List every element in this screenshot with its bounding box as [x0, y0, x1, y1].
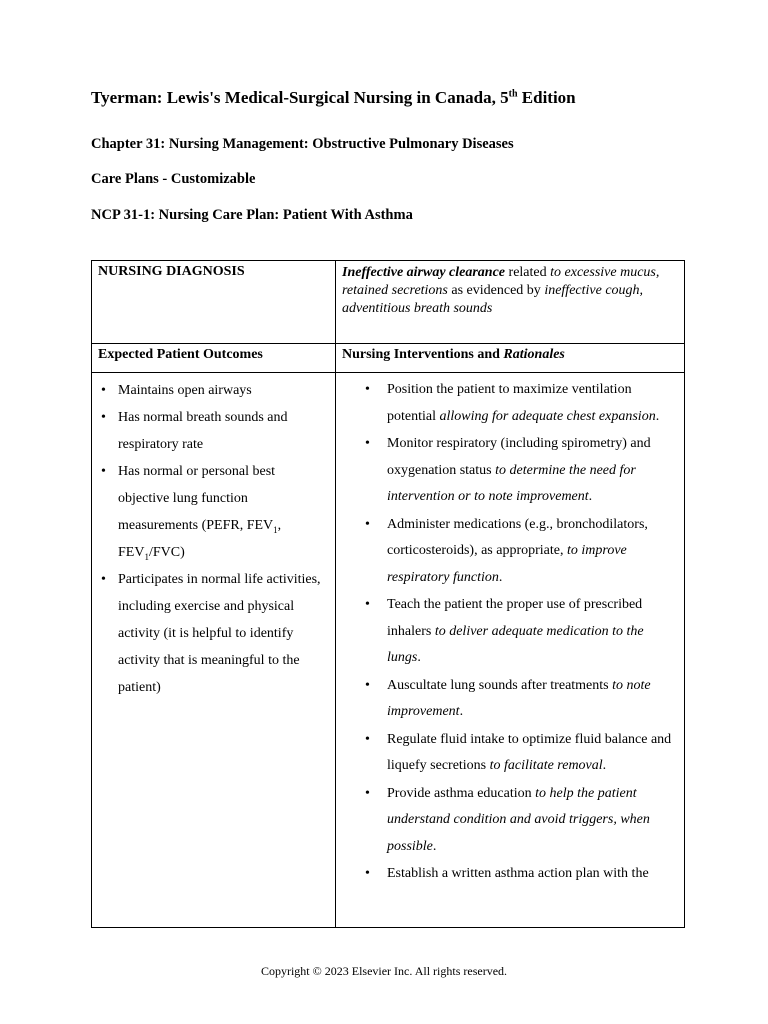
section-heading: Care Plans - Customizable	[91, 171, 256, 187]
care-plan-body-row	[92, 373, 685, 928]
outcome-item: • Participates in normal life activities, including exercise and physical activity (it is helpful to identify activity that is meaningful to the patient)	[98, 566, 329, 701]
outcome-item: • Has normal breath sounds and respiratory rate	[98, 404, 329, 458]
intervention-item: • Provide asthma education to help the patient understand condition and avoid triggers, when possible.	[342, 781, 678, 861]
intervention-item: • Auscultate lung sounds after treatments to note improvement.	[342, 673, 678, 726]
intervention-item: • Establish a written asthma action plan with the	[342, 861, 678, 888]
interventions-cell	[336, 373, 685, 928]
outcome-item: • Maintains open airways	[98, 377, 329, 404]
care-plan-table	[91, 260, 685, 928]
outcomes-cell	[92, 373, 336, 928]
diagnosis-cell	[336, 261, 685, 344]
diagnosis-label: NURSING DIAGNOSIS	[98, 264, 245, 279]
outcome-item: • Has normal or personal best objective lung function measurements (PEFR, $FEV_1$, $FEV_1/FVC$)	[98, 458, 329, 566]
intervention-item: • Teach the patient the proper use of prescribed inhalers to deliver adequate medication to the lungs.	[342, 592, 678, 672]
intervention-item: • Regulate fluid intake to optimize fluid balance and liquefy secretions to facilitate removal.	[342, 727, 678, 780]
care-plan-heading: NCP 31-1: Nursing Care Plan: Patient With Asthma	[91, 207, 413, 223]
page-title: Tyerman: Lewis's Medical-Surgical Nursing in Canada, 5th Edition	[91, 88, 576, 107]
diagnosis-row	[92, 261, 685, 344]
interventions-list	[342, 377, 678, 888]
intervention-item: • Position the patient to maximize ventilation potential allowing for adequate chest expansion.	[342, 377, 678, 430]
diagnosis-label-cell	[92, 261, 336, 344]
intervention-item: • Administer medications (e.g., bronchodilators, corticosteroids), as appropriate, to improve respiratory function.	[342, 512, 678, 592]
outcomes-list	[98, 377, 329, 701]
intervention-item: • Monitor respiratory (including spirometry) and oxygenation status to determine the need for intervention or to note improvement.	[342, 431, 678, 511]
column-header-row	[92, 344, 685, 373]
chapter-heading: Chapter 31: Nursing Management: Obstructive Pulmonary Diseases	[91, 136, 514, 152]
outcomes-header: Expected Patient Outcomes	[92, 344, 336, 373]
copyright-footer: Copyright © 2023 Elsevier Inc. All rights reserved.	[260, 964, 508, 978]
diagnosis-text: Ineffective airway clearance related to excessive mucus, retained secretions as evidenced by ineffective cough, adventitious breath sounds	[342, 265, 660, 316]
interventions-header: Nursing Interventions and Rationales	[336, 344, 685, 373]
